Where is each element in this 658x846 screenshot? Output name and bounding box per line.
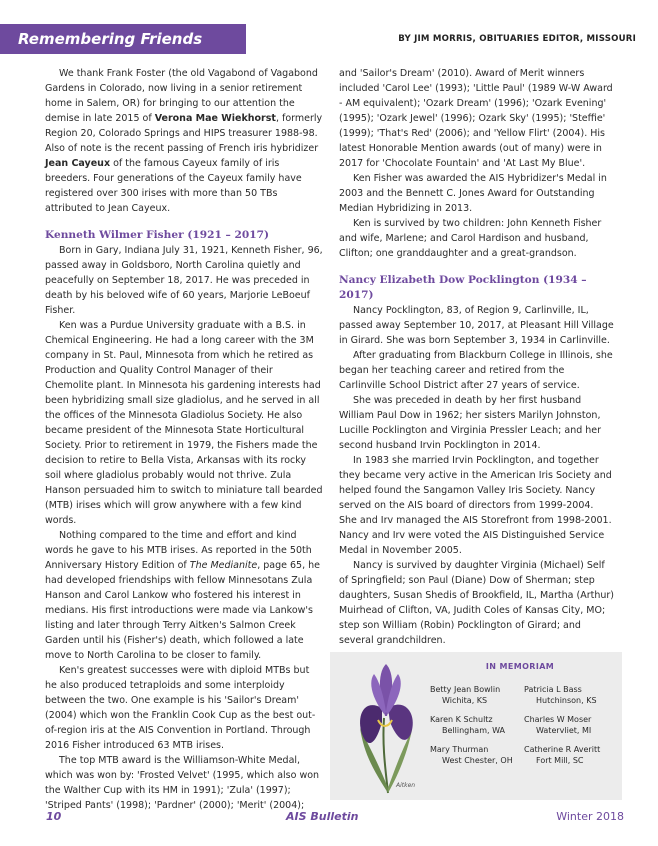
fisher-p3-b: , page 65, he had developed friendships with fellow Minnesotans Zula Hanson and Carol Lankow who fostered his interest in medians. His first introductions were made via Lankow's listing and later through Terry Aitken's Salmon Creek Garden until his (Fisher's) death, which followed a late move to North Carolina to be closer to family.	[45, 560, 320, 661]
memoriam-name: Karen K Schultz	[430, 715, 493, 724]
pocklington-paragraph: Nancy is survived by daughter Virginia (Michael) Self of Springfield; son Paul (Diane) Dow of Sherman; step daughters, Susan Shedis of Brookfield, IL, Martha (Arthur) Muirhead of Clifton, VA, Judith Coles of Kansas City, MO; step son William (Robin) Pocklington of Girard; and several grandchildren.	[339, 560, 614, 646]
memoriam-entry	[430, 744, 524, 766]
memoriam-name: Charles W Moser	[524, 715, 592, 724]
memoriam-entry	[430, 714, 524, 736]
fisher-paragraph: Ken is survived by two children: John Kenneth Fisher and wife, Marlene; and Carol Hardison and husband, Clifton; one granddaughter and a great-grandson.	[339, 218, 602, 259]
pocklington-paragraph: She was preceded in death by her first husband William Paul Dow in 1962; her sisters Marilyn Johnston, Lucille Pocklington and Virginia Pressler Leach; and her second husband Irvin Pocklington in 2014.	[339, 395, 602, 451]
memoriam-name: Patricia L Bass	[524, 685, 582, 694]
intro-text-a: We thank Frank Foster (the old Vagabond of Vagabond Gardens in Colorado, now living in a senior retirement home in Salem, OR) for bringing to our attention the demise in late 2015 of	[45, 68, 318, 124]
memoriam-location: Hutchinson, KS	[536, 696, 597, 705]
fisher-paragraph: Ken Fisher was awarded the AIS Hybridizer's Medal in 2003 and the Bennett C. Jones Award for Outstanding Median Hybridizing in 2013.	[339, 173, 607, 214]
memoriam-location: Wichita, KS	[442, 696, 488, 705]
fisher-paragraph	[45, 528, 323, 663]
in-memoriam-title: IN MEMORIAM	[485, 662, 555, 671]
memoriam-entry	[524, 714, 618, 736]
left-column	[45, 66, 323, 813]
pocklington-paragraph: In 1983 she married Irvin Pocklington, and together they became very active in the American Iris Society and helped found the Sangamon Valley Iris Society. Nancy served on the AIS board of directors from 1999-2004. She and Irv managed the AIS Storefront from 1998-2001. Nancy and Irv were voted the AIS Distinguished Service Medal in November 2005.	[339, 455, 612, 556]
in-memoriam-list	[430, 684, 618, 766]
memoriam-entry	[430, 684, 524, 706]
publication-name: AIS Bulletin	[286, 810, 359, 823]
obituary-heading-pocklington: Nancy Elizabeth Dow Pocklington (1934 – 2017)	[339, 274, 587, 301]
intro-name-cayeux: Jean Cayeux	[45, 158, 111, 169]
in-memoriam-box	[330, 652, 622, 800]
fisher-paragraph: Ken's greatest successes were with diploid MTBs but he also produced tetraploids and some interploidy between the two. One example is his 'Sailor's Dream' (2004) which won the Franklin Cook Cup as the best out-of-region iris at the AIS Convention in Portland. Through 2016 Fisher introduced 63 MTB irises.	[45, 665, 316, 751]
intro-name-wiekhorst: Verona Mae Wiekhorst	[154, 113, 276, 124]
pocklington-paragraph: After graduating from Blackburn College in Illinois, she began her teaching career and retired from the Carlinville School District after 27 years of service.	[339, 350, 613, 391]
memoriam-location: Bellingham, WA	[442, 726, 506, 735]
page-number: 10	[46, 810, 62, 823]
memoriam-entry	[524, 744, 618, 766]
fisher-paragraph: Ken was a Purdue University graduate with a B.S. in Chemical Engineering. He had a long career with the 3M company in St. Paul, Minnesota from which he retired as Production and Quality Control Manager of their Chemolite plant. In Minnesota his gardening interests had been hybridizing small size gladiolus, and he served in all the offices of the Minnesota Gladiolus Society. He also became president of the Minnesota State Horticultural Society. Prior to retirement in 1979, the Fishers made the decision to retire to Bella Vista, Arkansas with its rocky soil where gladiolus probably would not thrive. Zula Hanson persuaded him to switch to miniature tall bearded (MTB) irises which will grow anywhere with a few kind words.	[45, 320, 323, 526]
memoriam-name: Mary Thurman	[430, 745, 489, 754]
memoriam-location: Watervliet, MI	[536, 726, 592, 735]
memoriam-location: West Chester, OH	[442, 756, 513, 765]
issue-label: Winter 2018	[556, 810, 624, 823]
section-title: Remembering Friends	[18, 30, 203, 48]
intro-text-c: of the famous Cayeux family of iris breeders. Four generations of the Cayeux family have registered over 300 irises with more than 50 TBs attributed to Jean Cayeux.	[45, 158, 302, 214]
memoriam-name: Betty Jean Bowlin	[430, 685, 501, 694]
page-footer	[0, 810, 658, 832]
fisher-p3-italic: The Medianite	[189, 560, 258, 571]
pocklington-paragraph: Nancy Pocklington, 83, of Region 9, Carlinville, IL, passed away September 10, 2017, at Pleasant Hill Village in Girard. She was born September 3, 1934 in Carlinville.	[339, 305, 614, 346]
section-header-band	[0, 24, 246, 54]
intro-text-b: , formerly Region 20, Colorado Springs and HIPS treasurer 1988-98. Also of note is the recent passing of French iris hybridizer	[45, 113, 323, 154]
byline: BY JIM MORRIS, OBITUARIES EDITOR, MISSOURI	[398, 34, 636, 44]
fisher-continued-paragraph: and 'Sailor's Dream' (2010). Award of Merit winners included 'Carol Lee' (1993); 'Little Paul' (1989 W-W Award - AM equivalent); 'Ozark Dream' (1996); 'Ozark Evening' (1995); 'Ozark Jewel' (1996); Ozark Sky' (1995); 'Steffie' (1999); 'That's Red' (2006); and 'Yellow Flirt' (2004). His latest Honorable Mention awards (out of many) were in 2017 for 'Chocolate Fountain' and 'At Last My Blue'.	[339, 68, 613, 169]
intro-paragraph	[45, 66, 323, 216]
fisher-paragraph: Born in Gary, Indiana July 31, 1921, Kenneth Fisher, 96, passed away in Goldsboro, North Carolina quietly and peacefully on September 18, 2017. He was preceded in death by his beloved wife of 60 years, Marjorie LeBoeuf Fisher.	[45, 245, 323, 316]
iris-illustration-icon	[342, 658, 432, 796]
fisher-paragraph: The top MTB award is the Williamson-White Medal, which was won by: 'Frosted Velvet' (1995, which also won the Walther Cup with its HM in 1991); 'Zula' (1997); 'Striped Pants' (1998); 'Pardner' (2000); 'Merit' (2004);	[45, 755, 320, 811]
memoriam-entry	[524, 684, 618, 706]
artist-signature: Aitken	[396, 782, 416, 789]
fisher-p3-a: Nothing compared to the time and effort and kind words he gave to his MTB irises. As reported in the 50th Anniversary History Edition of	[45, 530, 312, 571]
right-column	[339, 66, 614, 667]
memoriam-name: Catherine R Averitt	[524, 745, 601, 754]
memoriam-location: Fort Mill, SC	[536, 756, 584, 765]
obituary-heading-fisher: Kenneth Wilmer Fisher (1921 – 2017)	[45, 229, 270, 241]
